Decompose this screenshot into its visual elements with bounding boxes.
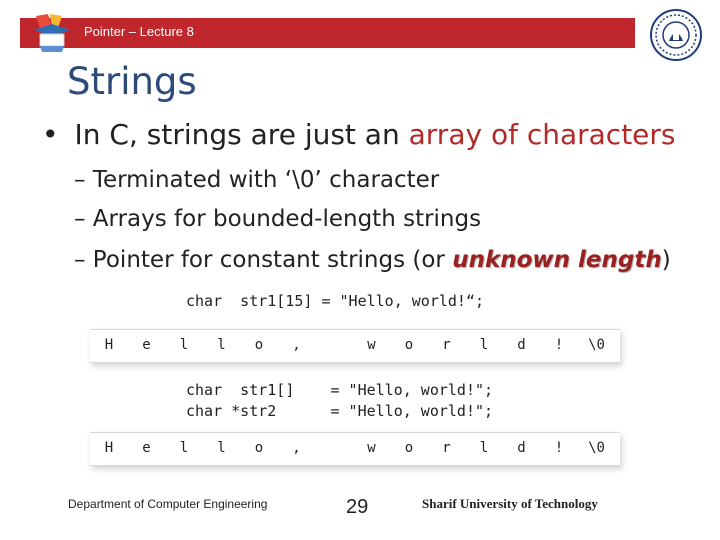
sub-bullet-1: – Terminated with ‘\0’ character [74, 167, 440, 193]
array-cell: w [367, 337, 376, 353]
footer-university: Sharif University of Technology [422, 496, 598, 511]
sub-bullet-2: – Arrays for bounded-length strings [74, 206, 482, 232]
array-cell: o [404, 337, 414, 353]
array-cell: r [442, 337, 451, 353]
array-cell: d [517, 440, 526, 456]
array-cell: \0 [588, 440, 605, 456]
array-cell: l [217, 337, 226, 353]
sub-bullet-3-post: ) [661, 247, 671, 273]
footer-department: Department of Computer Engineering [68, 497, 268, 511]
header-text: Pointer – Lecture 8 [84, 24, 194, 39]
bullet-highlight: array of characters [408, 118, 676, 151]
array-cell: o [254, 337, 264, 353]
array-cell: o [404, 440, 414, 456]
array-cell: \0 [588, 337, 605, 353]
array-cell: ! [554, 440, 564, 456]
page-number: 29 [346, 496, 369, 518]
array-cell: w [367, 440, 376, 456]
bullet-text: In C, strings are just an [74, 118, 409, 151]
array-cell: l [479, 337, 489, 353]
sub-bullet-3 [74, 247, 671, 273]
bullet-dot: • [42, 118, 59, 151]
array-cell: l [179, 440, 189, 456]
graduation-cap-logo [26, 12, 76, 56]
array-cell: , [292, 440, 301, 456]
sub-bullet-3-pre: – Pointer for constant strings (or [74, 247, 453, 273]
array-cell: e [142, 337, 151, 353]
array-cell: l [217, 440, 226, 456]
code-line-3: char *str2 = "Hello, world!"; [186, 402, 494, 420]
array-cell: r [442, 440, 451, 456]
array-cell: , [292, 337, 301, 353]
array-cell [315, 432, 353, 464]
code-line-1: char str1[15] = "Hello, world!“; [186, 292, 485, 310]
array-cell: H [104, 337, 114, 353]
array-cell: l [479, 440, 489, 456]
array-cell [315, 329, 353, 361]
array-cell: H [104, 440, 114, 456]
array-cell: d [517, 337, 526, 353]
array-cell: o [254, 440, 264, 456]
sub-bullet-3-emph: unknown length [452, 247, 662, 273]
array-cell: e [142, 440, 151, 456]
main-bullet [42, 118, 676, 151]
slide-title: Strings [67, 60, 197, 103]
code-line-2: char str1[] = "Hello, world!"; [186, 381, 494, 399]
array-cell: ! [554, 337, 564, 353]
array-cell: l [179, 337, 189, 353]
university-seal-logo [649, 8, 703, 62]
